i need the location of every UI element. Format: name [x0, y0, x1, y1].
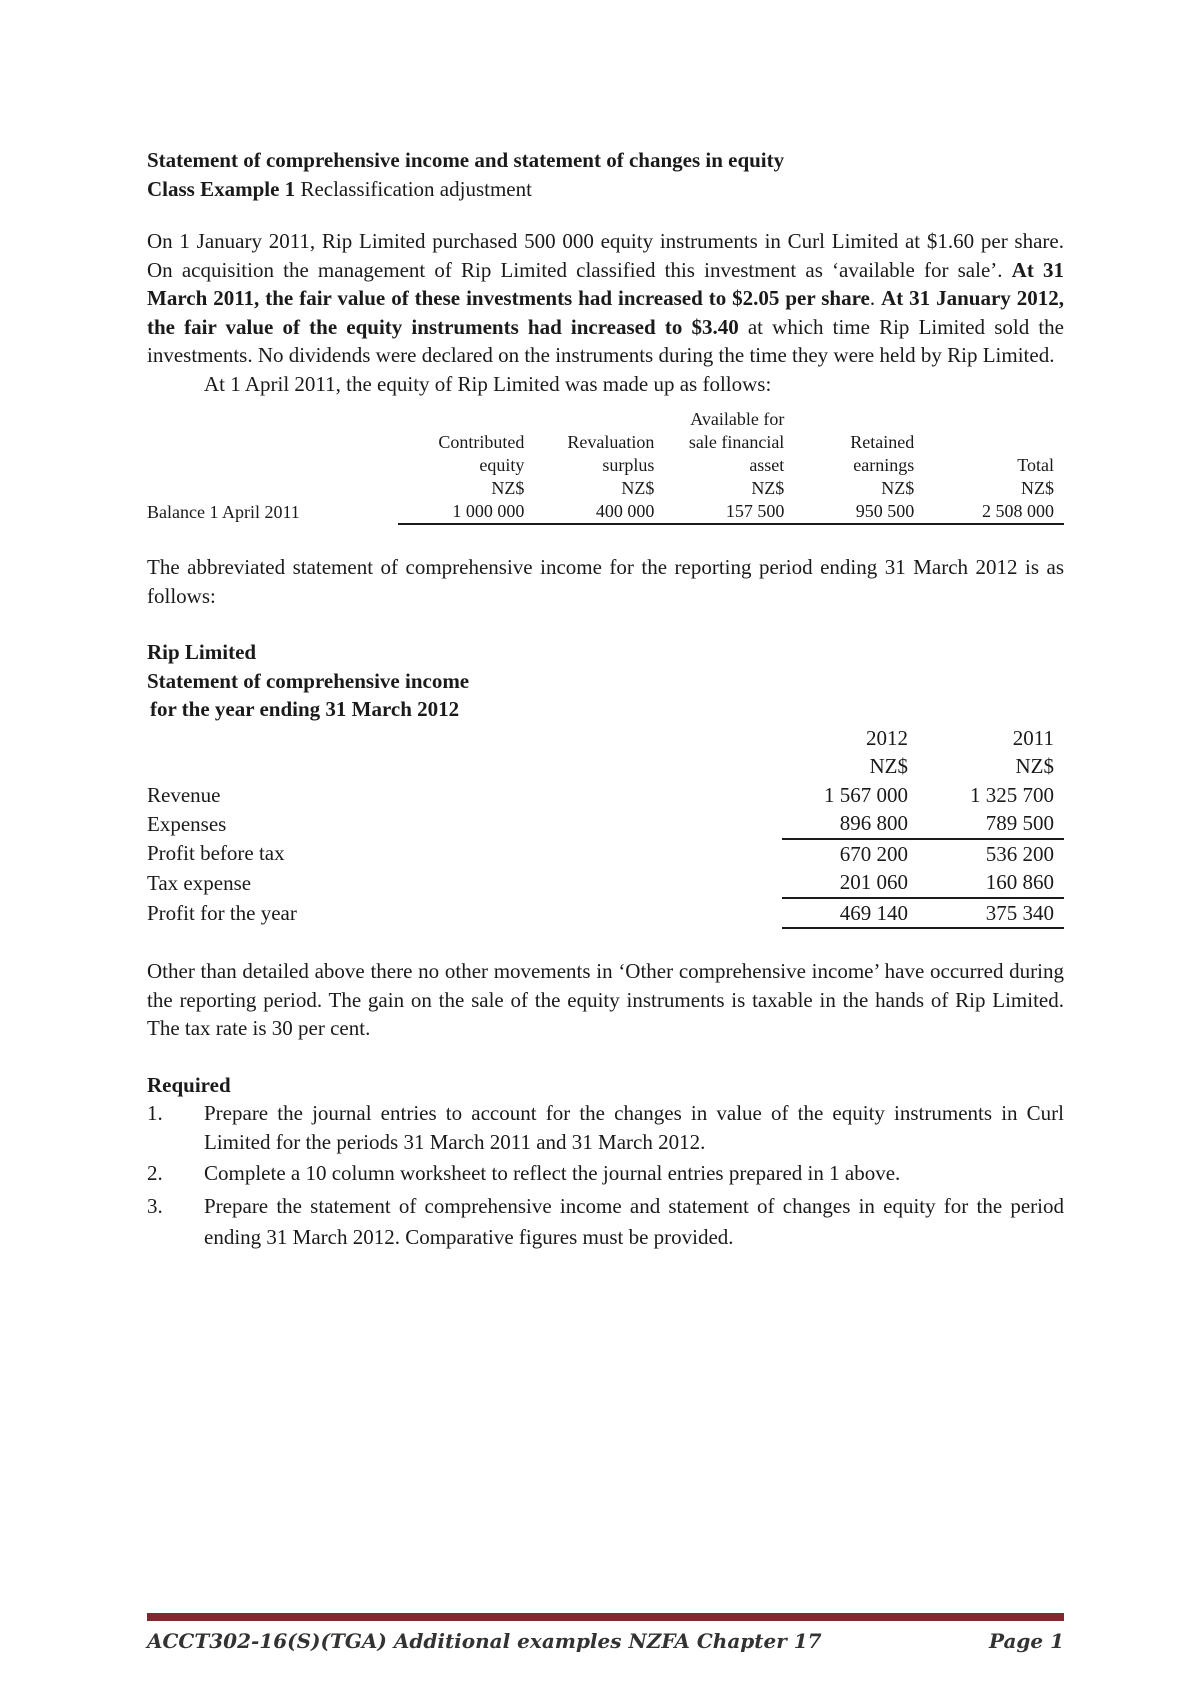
equity-table: [147, 408, 1064, 525]
required-item-number: 1.: [147, 1101, 163, 1125]
soci-row-label: Profit before tax: [147, 841, 285, 865]
equity-currency: NZ$: [751, 478, 785, 498]
equity-header: Contributed equity: [438, 432, 525, 475]
company-name: Rip Limited: [147, 640, 257, 664]
equity-header: Total: [1017, 455, 1054, 475]
intro-text-3: at which time Rip Limited sold the investments. No dividends were declared on the instruments during the time they were held by Rip Limited.: [147, 314, 1064, 367]
required-item-text: Prepare the statement of comprehensive income and statement of changes in equity for the period ending 31 March 2012. Comparative figures must be provided.: [204, 1193, 1064, 1249]
soci-row-label: Tax expense: [147, 870, 252, 895]
example-title-text: Reclassification adjustment: [295, 176, 532, 201]
intro-text-2: .: [869, 286, 882, 310]
soci-value-2011: 160 860: [928, 868, 1064, 898]
page-heading: Statement of comprehensive income and statement of changes in equity: [147, 148, 785, 172]
example-title: [147, 175, 1064, 204]
soci-value-2011: 536 200: [985, 841, 1054, 866]
soci-currency: NZ$: [869, 754, 908, 778]
intro-paragraph: [147, 227, 1064, 370]
required-item: [147, 1191, 1064, 1253]
equity-currency: NZ$: [491, 478, 525, 498]
required-item-number: 3.: [147, 1193, 163, 1218]
footer-divider: [147, 1613, 1064, 1621]
equity-value: 950 500: [794, 500, 924, 524]
soci-row-profit-for-year: [147, 898, 1064, 929]
required-item-text: Complete a 10 column worksheet to reflect the journal entries prepared in 1 above.: [204, 1161, 901, 1185]
example-label: Class Example 1: [147, 176, 296, 201]
equity-intro: At 1 April 2011, the equity of Rip Limited was made up as follows:: [204, 371, 772, 396]
equity-value: 157 500: [664, 500, 794, 524]
soci-value-2011: 789 500: [928, 809, 1064, 839]
soci-row-label: Profit for the year: [147, 900, 297, 925]
soci-value-2012: 670 200: [839, 841, 908, 866]
statement-title: Statement of comprehensive income: [147, 668, 470, 693]
equity-header: Available for sale financial asset: [688, 409, 785, 475]
equity-header: Revaluation surplus: [567, 432, 655, 475]
equity-table-header-row: [147, 408, 1064, 477]
soci-currency: NZ$: [1015, 754, 1054, 778]
equity-currency: NZ$: [881, 478, 915, 498]
equity-currency: NZ$: [621, 478, 655, 498]
soci-value-2012: 1 567 000: [824, 782, 908, 807]
equity-value: 1 000 000: [398, 500, 534, 524]
intro-bold-1: At 31 March 2011, the fair value of these investments had increased to $2.05 per share: [147, 257, 1064, 310]
intro-text-1: On 1 January 2011, Rip Limited purchased 500 000 equity instruments in Curl Limited at $1.60 per share. On acquisition the management of Rip Limited classified this investment as ‘available for sale’.: [147, 229, 1064, 282]
soci-value-2011: 1 325 700: [970, 782, 1054, 807]
document-body: [147, 146, 1064, 1256]
required-item: [147, 1159, 1064, 1188]
equity-value: 400 000: [534, 500, 664, 524]
soci-table: [147, 724, 1064, 930]
soci-row-label: Revenue: [147, 782, 221, 807]
soci-value-2012: 469 140: [782, 898, 918, 929]
abbrev-paragraph: The abbreviated statement of comprehensive income for the reporting period ending 31 March 2012 is as follows:: [147, 555, 1064, 608]
equity-value: 2 508 000: [924, 500, 1064, 524]
soci-row-revenue: [147, 781, 1064, 810]
soci-year-row: [147, 724, 1064, 753]
equity-currency: NZ$: [1021, 478, 1054, 498]
required-section: [147, 1071, 1064, 1253]
required-title: Required: [147, 1072, 231, 1097]
equity-table-currency-row: [147, 477, 1064, 500]
statement-period: for the year ending 31 March 2012: [150, 697, 460, 721]
soci-row-expenses: [147, 809, 1064, 839]
soci-row-tax-expense: [147, 868, 1064, 898]
footer-page-number: Page 1: [988, 1629, 1064, 1653]
soci-currency-row: [147, 752, 1064, 781]
required-item-text: Prepare the journal entries to account for the changes in value of the equity instruments in Curl Limited for the periods 31 March 2011 and 31 March 2012.: [204, 1101, 1064, 1154]
footer-course-title: ACCT302-16(S)(TGA) Additional examples NZFA Chapter 17: [147, 1629, 822, 1653]
soci-value-2012: 896 800: [782, 809, 918, 839]
soci-value-2012: 201 060: [782, 868, 918, 898]
soci-year: 2012: [866, 725, 908, 750]
soci-heading-block: [147, 638, 1064, 724]
equity-header: Retained earnings: [850, 432, 915, 475]
other-paragraph: Other than detailed above there no other movements in ‘Other comprehensive income’ have occurred during the reporting period. The gain on the sale of the equity instruments is taxable in the hands of Rip Limited. The tax rate is 30 per cent.: [147, 959, 1064, 1040]
required-list: [147, 1099, 1064, 1253]
required-item: [147, 1099, 1064, 1156]
soci-value-2011: 375 340: [928, 898, 1064, 929]
soci-year: 2011: [1012, 725, 1054, 750]
required-item-number: 2.: [147, 1161, 163, 1185]
soci-row-profit-before-tax: [147, 839, 1064, 869]
soci-row-label: Expenses: [147, 811, 227, 836]
intro-bold-2: At 31 January 2012, the fair value of the equity instruments had increased to $3.40: [147, 286, 1064, 339]
equity-table-balance-row: [147, 500, 1064, 524]
equity-row-label: Balance 1 April 2011: [147, 502, 300, 522]
